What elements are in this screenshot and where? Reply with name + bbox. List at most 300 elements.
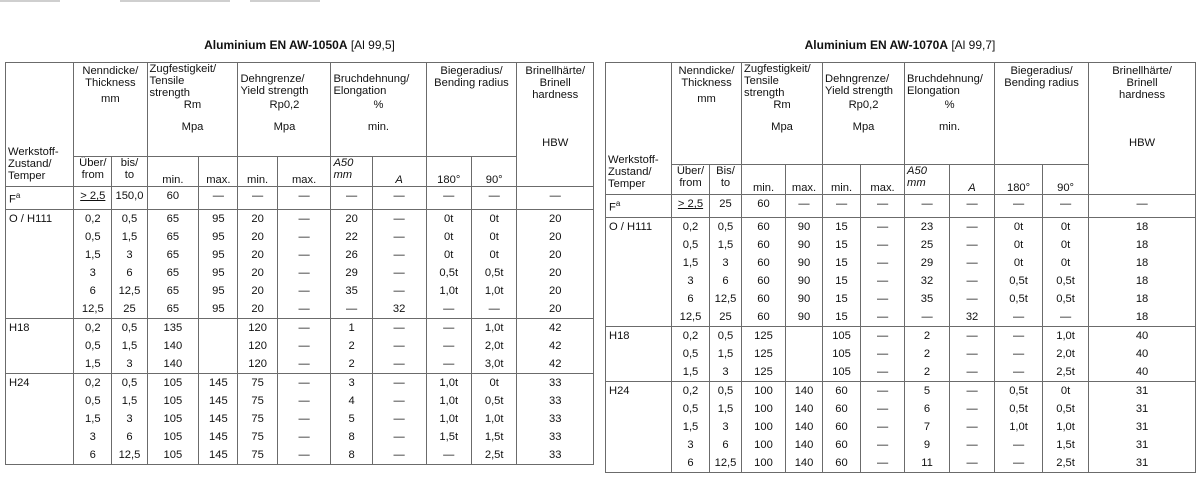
header-text: max. <box>206 174 231 186</box>
table-cell: 0t <box>471 373 516 392</box>
table-cell: 1,5t <box>1043 436 1089 454</box>
header-text: Dehngrenze/ <box>240 73 305 85</box>
table-cell: 75 <box>238 410 277 428</box>
table-cell: — <box>372 337 426 355</box>
table-cell: 0,5 <box>672 236 710 254</box>
table-row <box>6 373 594 392</box>
table-cell: 20 <box>238 246 277 264</box>
header-text: min. <box>162 174 184 186</box>
table-cell: 60 <box>742 236 786 254</box>
table-cell: 26 <box>331 246 372 264</box>
header-text: Zugfestigkeit/ <box>149 63 217 75</box>
temper-cell <box>606 236 672 254</box>
table-cell: 6 <box>112 264 147 282</box>
header-tensile-min <box>147 157 199 187</box>
table-cell: 65 <box>147 282 199 300</box>
table-cell: — <box>950 272 995 290</box>
table-row <box>606 272 1196 290</box>
header-text: min. <box>367 121 390 133</box>
table-cell: 2 <box>331 355 372 374</box>
table-cell: 11 <box>905 454 950 473</box>
table-cell: 1,5 <box>710 400 742 418</box>
table-cell: 0,5t <box>426 264 471 282</box>
header-tensile <box>742 63 823 165</box>
table-cell: — <box>372 355 426 374</box>
table-cell: 42 <box>517 318 594 337</box>
header-text: mm <box>333 169 353 181</box>
table-cell: — <box>950 436 995 454</box>
table-cell: 1,5 <box>112 337 147 355</box>
table-cell: 1,5 <box>672 363 710 382</box>
table-row <box>606 363 1196 382</box>
table-cell: — <box>426 300 471 319</box>
header-text: Nenndicke/ <box>678 65 735 77</box>
table-cell: 15 <box>823 217 861 236</box>
table-cell: — <box>471 187 516 210</box>
table-cell: — <box>861 290 905 308</box>
table-cell: 3 <box>74 264 112 282</box>
table-cell: 120 <box>238 355 277 374</box>
table-cell: 12,5 <box>710 290 742 308</box>
header-text: Nenndicke/ <box>82 65 139 77</box>
table-cell: 2,0t <box>1043 345 1089 363</box>
table-cell: 12,5 <box>672 308 710 327</box>
header-text: Brinell <box>1126 77 1158 89</box>
table-header <box>606 63 1196 195</box>
table-cell: 0t <box>426 228 471 246</box>
table-cell: 140 <box>786 436 823 454</box>
table-cell: 105 <box>147 410 199 428</box>
table-cell: 1,0t <box>426 373 471 392</box>
header-text: Über/ <box>79 157 107 169</box>
table-cell: 32 <box>950 308 995 327</box>
temper-group <box>606 326 1196 381</box>
table-cell: — <box>1043 308 1089 327</box>
table-cell: 1,5 <box>74 410 112 428</box>
table-row <box>6 264 594 282</box>
temper-cell <box>606 345 672 363</box>
table-cell: 0,5 <box>710 217 742 236</box>
header-text: 180° <box>1006 182 1031 194</box>
temper-cell <box>606 363 672 382</box>
header-text: Elongation <box>333 85 387 97</box>
table-cell: — <box>1043 195 1089 218</box>
header-text: Mpa <box>181 121 204 133</box>
table-cell: 6 <box>672 454 710 473</box>
table-cell: 0,5 <box>672 400 710 418</box>
table-cell: 100 <box>742 418 786 436</box>
table-cell: 95 <box>199 246 238 264</box>
temper-cell <box>6 410 74 428</box>
table-cell: 60 <box>823 454 861 473</box>
table-cell: — <box>277 228 331 246</box>
header-text: mm <box>697 93 716 105</box>
table-cell: 29 <box>905 254 950 272</box>
temper-cell <box>6 446 74 465</box>
table-cell: 3,0t <box>471 355 516 374</box>
header-text: Thickness <box>85 77 136 89</box>
table-row <box>606 195 1196 218</box>
table-cell: 0,5 <box>710 326 742 345</box>
header-text: bis/ <box>120 157 139 169</box>
header-text: Mpa <box>852 121 875 133</box>
table-cell: — <box>471 300 516 319</box>
header-text: Mpa <box>273 121 296 133</box>
table-cell: 95 <box>199 300 238 319</box>
temper-cell <box>6 428 74 446</box>
table-cell: — <box>331 187 372 210</box>
header-text: Biegeradius/ <box>440 65 503 77</box>
table-cell: 3 <box>672 272 710 290</box>
table-cell: 145 <box>199 428 238 446</box>
table-cell: 1,5 <box>710 345 742 363</box>
table-cell: 90 <box>786 217 823 236</box>
table-row <box>6 246 594 264</box>
table-cell: 6 <box>74 446 112 465</box>
header-text: mm <box>907 177 926 189</box>
table-cell: 0,2 <box>74 318 112 337</box>
header-text: Rp0,2 <box>269 99 300 111</box>
header-yield-min <box>238 157 277 187</box>
table-cell: 31 <box>1089 418 1196 436</box>
header-text: A50 <box>333 157 354 169</box>
footnote-marker: a <box>15 191 21 200</box>
table-cell: 100 <box>742 381 786 400</box>
header-text: Rm <box>183 99 202 111</box>
table-cell: 20 <box>238 264 277 282</box>
header-text: Rp0,2 <box>848 99 879 111</box>
table-cell: 105 <box>823 363 861 382</box>
table-cell: — <box>950 363 995 382</box>
table-cell: 90 <box>786 236 823 254</box>
table-cell: 35 <box>905 290 950 308</box>
table-cell: — <box>372 187 426 210</box>
table-cell: 20 <box>517 282 594 300</box>
header-to <box>710 165 742 195</box>
table-cell <box>786 345 823 363</box>
table-cell: 140 <box>786 400 823 418</box>
table-cell: 25 <box>710 308 742 327</box>
table-cell: 60 <box>823 400 861 418</box>
header-text: hardness <box>1119 89 1166 101</box>
table-cell: — <box>861 236 905 254</box>
table-title: Aluminium EN AW-1050A [Al 99,5] <box>204 38 395 52</box>
header-tensile-min <box>742 165 786 195</box>
table-cell: 145 <box>199 446 238 465</box>
header-elongation <box>905 63 995 165</box>
header-text: 90° <box>485 174 503 186</box>
table-cell: 145 <box>199 392 238 410</box>
header-text: HBW <box>542 137 569 149</box>
header-text: min. <box>830 182 853 194</box>
header-text: mm <box>101 93 120 105</box>
header-text: Bruchdehnung/ <box>333 73 410 85</box>
table-cell: 20 <box>517 300 594 319</box>
table-cell: 0,5t <box>995 400 1043 418</box>
header-elongation <box>331 63 426 157</box>
table-row <box>6 410 594 428</box>
table-cell: 29 <box>331 264 372 282</box>
table-cell: 0,2 <box>672 381 710 400</box>
table-cell: 100 <box>742 400 786 418</box>
table-cell: — <box>995 345 1043 363</box>
table-cell: 0,5 <box>710 381 742 400</box>
table-cell: 1,0t <box>426 282 471 300</box>
table-cell: 0t <box>426 209 471 228</box>
table-cell: 0,5 <box>74 392 112 410</box>
table-cell: — <box>426 337 471 355</box>
table-cell: 2,0t <box>471 337 516 355</box>
header-to <box>112 157 147 187</box>
table-cell: 140 <box>147 355 199 374</box>
temper-cell <box>6 246 74 264</box>
temper-cell: H24 <box>6 373 74 392</box>
header-bending <box>995 63 1089 165</box>
table-cell: 140 <box>786 454 823 473</box>
table-cell: 1,5t <box>426 428 471 446</box>
table-cell: 60 <box>823 418 861 436</box>
table-cell: 40 <box>1089 363 1196 382</box>
temper-label: F <box>9 193 16 206</box>
table-cell: 1,5 <box>112 228 147 246</box>
table-cell: 4 <box>331 392 372 410</box>
table-cell: 20 <box>238 228 277 246</box>
table-cell: 2 <box>905 345 950 363</box>
table-cell: — <box>950 290 995 308</box>
table-row <box>606 454 1196 473</box>
table-cell: 0,5 <box>112 318 147 337</box>
table-cell: 60 <box>823 436 861 454</box>
table-cell: 0,5t <box>995 290 1043 308</box>
table-cell: 140 <box>786 418 823 436</box>
table-cell: — <box>277 428 331 446</box>
header-thickness <box>672 63 742 165</box>
table-cell <box>786 326 823 345</box>
header-yield-max <box>277 157 331 187</box>
table-cell: — <box>372 318 426 337</box>
header-yield-max <box>861 165 905 195</box>
table-row <box>6 446 594 465</box>
table-cell: 0t <box>1043 254 1089 272</box>
header-text: Biegeradius/ <box>1010 65 1073 77</box>
header-text: Brinellhärte/ <box>525 65 586 77</box>
table-cell: 75 <box>238 428 277 446</box>
table-cell: 0,5 <box>74 337 112 355</box>
table-cell: 2 <box>905 326 950 345</box>
table-row <box>606 418 1196 436</box>
table-row <box>606 326 1196 345</box>
table-row <box>606 236 1196 254</box>
table-cell: 100 <box>742 454 786 473</box>
temper-cell <box>6 300 74 319</box>
table-cell: — <box>1089 195 1196 218</box>
table-cell: 42 <box>517 355 594 374</box>
table-cell: 1,0t <box>995 418 1043 436</box>
header-text: max. <box>291 174 317 186</box>
temper-group <box>606 217 1196 326</box>
table-cell: 95 <box>199 228 238 246</box>
table-cell: 65 <box>147 209 199 228</box>
table-cell: — <box>950 345 995 363</box>
table-row <box>6 337 594 355</box>
table-cell: > 2,5 <box>672 195 710 218</box>
table-cell: 0,5 <box>74 228 112 246</box>
table-cell <box>199 337 238 355</box>
header-yield <box>823 63 905 165</box>
header-text: from <box>679 177 702 189</box>
table-cell: 25 <box>905 236 950 254</box>
table-cell: 12,5 <box>710 454 742 473</box>
table-cell: 3 <box>112 246 147 264</box>
table-cell: — <box>277 392 331 410</box>
header-text: min. <box>752 182 775 194</box>
table-cell: 18 <box>1089 236 1196 254</box>
table-cell: — <box>950 254 995 272</box>
table-cell: — <box>950 454 995 473</box>
table-cell: — <box>861 308 905 327</box>
table-cell: 6 <box>112 428 147 446</box>
header-thickness <box>74 63 147 157</box>
table-cell: > 2,5 <box>74 187 112 210</box>
table-cell: 120 <box>238 318 277 337</box>
table-cell: — <box>995 363 1043 382</box>
header-text: from <box>81 169 104 181</box>
table-cell: 32 <box>905 272 950 290</box>
header-temper: Werkstoff- Zustand/ Temper <box>6 63 74 187</box>
table-cell: — <box>426 355 471 374</box>
header-from <box>672 165 710 195</box>
table-cell: 0t <box>995 254 1043 272</box>
table-cell: 0,5t <box>471 264 516 282</box>
table-cell: 60 <box>742 195 786 218</box>
table-cell: 60 <box>742 308 786 327</box>
table-cell: 0,2 <box>74 373 112 392</box>
header-yield-min <box>823 165 861 195</box>
table-cell: 15 <box>823 272 861 290</box>
table-cell: 145 <box>199 410 238 428</box>
table-cell: 20 <box>238 300 277 319</box>
table-cell: 0t <box>426 246 471 264</box>
table-row <box>6 318 594 337</box>
table-cell: 20 <box>517 246 594 264</box>
table-cell: 60 <box>823 381 861 400</box>
table-cell: — <box>950 418 995 436</box>
header-90 <box>471 157 516 187</box>
table-cell: 1,5t <box>471 428 516 446</box>
table-cell: 0t <box>1043 381 1089 400</box>
table-cell: 32 <box>372 300 426 319</box>
temper-cell <box>606 272 672 290</box>
table-cell: — <box>995 195 1043 218</box>
header-text: Mpa <box>771 121 793 133</box>
table-cell: 125 <box>742 345 786 363</box>
table-cell: — <box>238 187 277 210</box>
table-cell: 3 <box>710 363 742 382</box>
header-text: Tensile <box>744 75 779 87</box>
table-cell: 15 <box>823 236 861 254</box>
header-text: 90° <box>1057 182 1075 194</box>
table-cell: 140 <box>786 381 823 400</box>
table-cell: 105 <box>147 392 199 410</box>
table-cell: 65 <box>147 264 199 282</box>
temper-cell: O / H111 <box>606 217 672 236</box>
table-cell: — <box>861 454 905 473</box>
table-row <box>6 428 594 446</box>
table-cell: 6 <box>905 400 950 418</box>
temper-cell <box>6 187 74 210</box>
table-cell <box>199 318 238 337</box>
table-cell: — <box>786 195 823 218</box>
table-cell: 1,5 <box>74 355 112 374</box>
table-cell: — <box>372 410 426 428</box>
table-cell: — <box>372 373 426 392</box>
header-text: 180° <box>437 174 461 186</box>
table-cell: 0t <box>471 209 516 228</box>
table-cell: 90 <box>786 308 823 327</box>
table-cell: — <box>861 326 905 345</box>
table-cell: 0,5t <box>471 392 516 410</box>
temper-cell: O / H111 <box>6 209 74 228</box>
table-cell: 0,2 <box>672 326 710 345</box>
top-rule <box>0 0 1200 4</box>
temper-cell <box>606 418 672 436</box>
table-cell: 8 <box>331 428 372 446</box>
table-cell: 60 <box>742 272 786 290</box>
header-text: % <box>373 99 384 111</box>
table-cell: — <box>277 209 331 228</box>
table-cell: 20 <box>517 209 594 228</box>
table-cell: 95 <box>199 282 238 300</box>
table-cell: — <box>199 187 238 210</box>
header-text: % <box>944 99 955 111</box>
table-cell: 33 <box>517 373 594 392</box>
table-cell: — <box>277 373 331 392</box>
table-cell: 40 <box>1089 326 1196 345</box>
table-cell: 0,5 <box>672 345 710 363</box>
header-text: strength <box>149 87 190 99</box>
table-cell: 15 <box>823 254 861 272</box>
table-cell: 0,5 <box>112 373 147 392</box>
header-text: Bending radius <box>1004 77 1079 89</box>
table-row <box>6 282 594 300</box>
table-row <box>606 345 1196 363</box>
table-cell: 0,5t <box>995 381 1043 400</box>
header-a50 <box>331 157 372 187</box>
header-text: min. <box>247 174 269 186</box>
table-cell: 75 <box>238 373 277 392</box>
table-cell <box>199 355 238 374</box>
table-cell: 8 <box>331 446 372 465</box>
table-cell: 150,0 <box>112 187 147 210</box>
table-cell: — <box>372 228 426 246</box>
temper-cell <box>6 337 74 355</box>
header-a50 <box>905 165 950 195</box>
table-cell: 20 <box>517 264 594 282</box>
table-cell: 2,5t <box>1043 454 1089 473</box>
table-cell: — <box>277 264 331 282</box>
table-cell: — <box>861 381 905 400</box>
table-cell: — <box>277 355 331 374</box>
table-cell: — <box>277 246 331 264</box>
table-cell: — <box>277 282 331 300</box>
header-brinell <box>517 63 594 187</box>
header-tensile <box>147 63 238 157</box>
table-cell: 2 <box>905 363 950 382</box>
header-text: Bending radius <box>434 77 509 89</box>
table-cell: — <box>823 195 861 218</box>
table-cell: — <box>426 318 471 337</box>
table-cell: 105 <box>147 373 199 392</box>
